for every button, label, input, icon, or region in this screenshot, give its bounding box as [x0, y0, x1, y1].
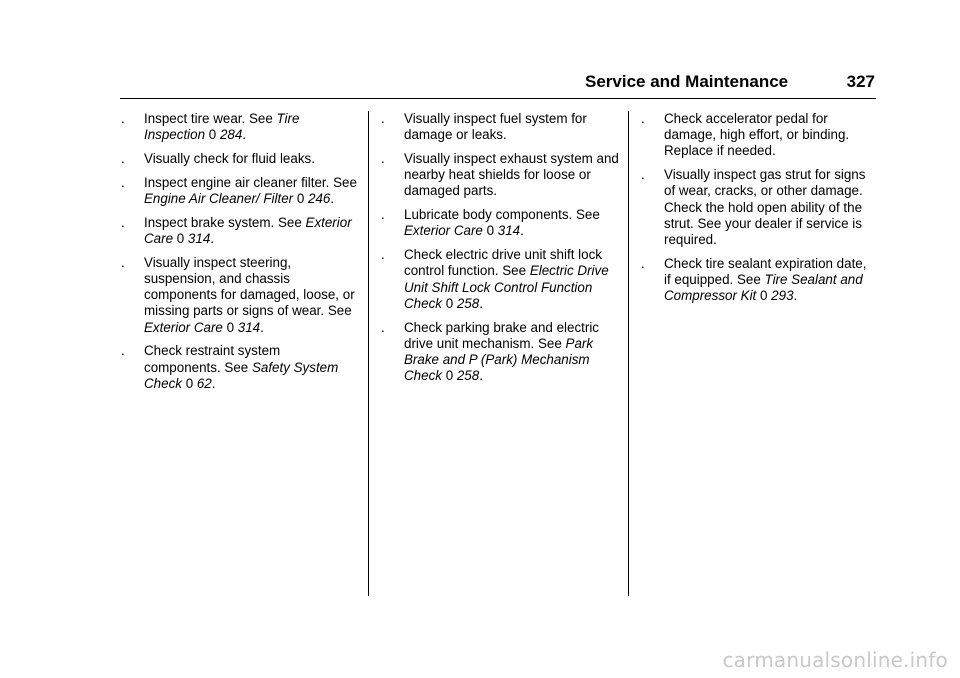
cross-reference[interactable]: Exterior Care — [404, 223, 487, 239]
list-item — [121, 215, 357, 247]
arrow-icon: 0 — [760, 288, 768, 304]
reference-page: 258 — [453, 295, 480, 311]
arrow-icon: 0 — [486, 223, 495, 239]
item-text: Visually inspect gas strut for signs of wear, cracks, or other damage. Check the hold open ability of the strut. See your dealer if service is required. — [664, 167, 866, 248]
bullet-icon: . — [121, 151, 125, 166]
list-item — [121, 255, 357, 336]
bullet-icon: . — [381, 207, 385, 223]
cross-reference[interactable]: Park Brake and P (Park) Mechanism Check — [404, 335, 594, 384]
page-header — [585, 72, 875, 92]
item-text: Lubricate body components. See — [404, 207, 600, 223]
list-item — [641, 111, 875, 160]
list-item — [641, 167, 875, 248]
bullet-icon: . — [641, 167, 645, 183]
list-item — [121, 111, 357, 143]
item-text: Inspect brake system. See — [144, 214, 306, 230]
page-number: 327 — [846, 72, 875, 91]
item-text: Visually inspect fuel system for damage or leaks. — [404, 111, 587, 143]
header-rule — [120, 98, 876, 99]
cross-reference[interactable]: Electric Drive Unit Shift Lock Control Function Check — [404, 263, 609, 311]
punctuation: . — [793, 288, 798, 304]
bullet-icon: . — [381, 111, 385, 126]
list-item — [381, 111, 619, 143]
bullet-icon: . — [121, 343, 125, 359]
reference-page: 314 — [234, 319, 261, 335]
column-divider — [368, 111, 369, 596]
cross-reference[interactable]: Exterior Care — [144, 214, 352, 246]
list-item — [381, 247, 619, 312]
reference-page: 314 — [184, 231, 211, 246]
reference-page: 284 — [216, 127, 243, 143]
column-divider — [628, 111, 629, 596]
arrow-icon: 0 — [296, 191, 305, 206]
item-text: Check accelerator pedal for damage, high effort, or binding. Replace if needed. — [664, 111, 850, 159]
arrow-icon: 0 — [176, 231, 185, 246]
list-item — [121, 151, 357, 167]
arrow-icon: 0 — [226, 319, 235, 335]
reference-page: 314 — [494, 223, 521, 239]
reference-page: 293 — [767, 288, 794, 304]
item-text: Visually check for fluid leaks. — [144, 151, 315, 166]
reference-page: 258 — [453, 368, 480, 384]
bullet-icon: . — [381, 247, 385, 263]
list-item — [381, 207, 619, 239]
item-text: Check restraint system components. See — [144, 343, 281, 375]
item-text: Check tire sealant expiration date, if equipped. See — [664, 255, 867, 288]
cross-reference[interactable]: Safety System Check — [144, 359, 339, 391]
list-item — [121, 175, 357, 207]
arrow-icon: 0 — [445, 295, 454, 311]
list-item — [381, 320, 619, 385]
item-text: Inspect tire wear. See — [144, 111, 277, 126]
cross-reference[interactable]: Exterior Care — [144, 319, 227, 335]
column-1 — [121, 111, 357, 400]
punctuation: . — [520, 223, 524, 239]
column-2 — [381, 111, 619, 392]
item-text: Inspect engine air cleaner filter. See — [144, 174, 357, 190]
section-title: Service and Maintenance — [585, 72, 789, 91]
bullet-icon: . — [121, 111, 125, 126]
arrow-icon: 0 — [185, 375, 194, 391]
punctuation: . — [479, 295, 483, 311]
cross-reference[interactable]: Tire Sealant and Compressor Kit — [664, 272, 863, 304]
reference-page: 246 — [304, 191, 331, 206]
cross-reference[interactable]: Engine Air Cleaner/ Filter — [144, 191, 297, 206]
punctuation: . — [479, 368, 483, 384]
arrow-icon: 0 — [208, 127, 217, 143]
bullet-icon: . — [381, 151, 385, 166]
arrow-icon: 0 — [445, 368, 454, 384]
list-item — [381, 151, 619, 200]
reference-page: 62 — [193, 375, 212, 391]
punctuation: . — [260, 319, 264, 335]
column-3 — [641, 111, 875, 312]
cross-reference[interactable]: Tire Inspection — [144, 111, 300, 143]
punctuation: . — [242, 127, 247, 143]
item-text: Visually inspect exhaust system and nearby heat shields for loose or damaged parts. — [404, 151, 619, 199]
punctuation: . — [210, 231, 214, 246]
item-text: Visually inspect steering, suspension, and chassis components for damaged, loose, or missing parts or signs of wear. See — [144, 254, 355, 319]
watermark: carmanualsonline.info — [722, 648, 948, 672]
punctuation: . — [211, 375, 216, 391]
item-text: Check electric drive unit shift lock control function. See — [404, 247, 602, 279]
list-item — [121, 343, 357, 392]
bullet-icon: . — [121, 214, 125, 230]
bullet-icon: . — [121, 174, 125, 190]
list-item — [641, 256, 875, 305]
bullet-icon: . — [381, 319, 385, 335]
bullet-icon: . — [641, 255, 645, 271]
punctuation: . — [330, 191, 335, 206]
bullet-icon: . — [641, 111, 645, 126]
bullet-icon: . — [121, 254, 125, 270]
item-text: Check parking brake and electric drive unit mechanism. See — [404, 319, 600, 351]
